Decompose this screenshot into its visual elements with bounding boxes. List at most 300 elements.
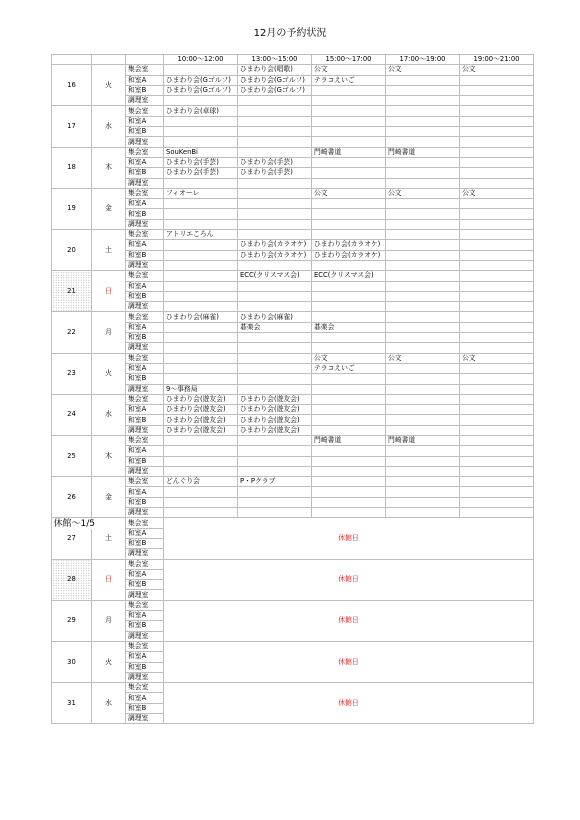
booking-cell xyxy=(386,116,460,126)
booking-cell xyxy=(312,487,386,497)
day-number: 28 xyxy=(52,559,92,600)
schedule-row xyxy=(52,559,534,569)
booking-cell xyxy=(386,456,460,466)
room-name: 集会室 xyxy=(126,271,164,281)
closed-day-label: 休館日 xyxy=(164,559,534,600)
schedule-row xyxy=(52,683,534,693)
booking-cell xyxy=(386,405,460,415)
booking-cell xyxy=(238,363,312,373)
booking-cell xyxy=(238,106,312,116)
schedule-row xyxy=(52,65,534,75)
header-row xyxy=(52,55,534,65)
booking-cell xyxy=(312,281,386,291)
booking-cell xyxy=(460,312,534,322)
booking-cell: テラコえいご xyxy=(312,75,386,85)
booking-cell xyxy=(164,199,238,209)
room-name: 和室A xyxy=(126,281,164,291)
booking-cell xyxy=(460,199,534,209)
booking-cell xyxy=(164,250,238,260)
booking-cell xyxy=(238,219,312,229)
booking-cell: ECC(クリスマス会) xyxy=(238,271,312,281)
room-name: 調理室 xyxy=(126,96,164,106)
day-number: 16 xyxy=(52,65,92,106)
room-name: 和室A xyxy=(126,611,164,621)
slot-header: 15:00〜17:00 xyxy=(312,55,386,65)
room-name: 集会室 xyxy=(126,683,164,693)
booking-cell xyxy=(460,137,534,147)
booking-cell xyxy=(460,230,534,240)
booking-cell: ひまわり会(遊友会) xyxy=(238,425,312,435)
booking-cell xyxy=(312,230,386,240)
booking-cell xyxy=(460,178,534,188)
booking-cell: ひまわり会(遊友会) xyxy=(238,405,312,415)
booking-cell: ひまわり会(遊友会) xyxy=(164,415,238,425)
day-of-week: 火 xyxy=(92,65,126,106)
header-blank-cell xyxy=(126,55,164,65)
booking-cell: ひまわり会(カラオケ) xyxy=(238,240,312,250)
booking-cell xyxy=(238,116,312,126)
booking-cell xyxy=(386,425,460,435)
booking-cell xyxy=(164,497,238,507)
booking-cell xyxy=(386,477,460,487)
booking-cell xyxy=(460,333,534,343)
day-number: 21 xyxy=(52,271,92,312)
booking-cell xyxy=(460,168,534,178)
booking-cell xyxy=(312,394,386,404)
room-name: 和室B xyxy=(126,580,164,590)
booking-cell xyxy=(460,116,534,126)
booking-cell xyxy=(386,271,460,281)
booking-cell xyxy=(460,147,534,157)
room-name: 集会室 xyxy=(126,641,164,651)
booking-cell xyxy=(386,157,460,167)
room-name: 和室A xyxy=(126,240,164,250)
day-number: 31 xyxy=(52,683,92,724)
booking-cell xyxy=(386,312,460,322)
room-name: 和室B xyxy=(126,333,164,343)
booking-cell xyxy=(460,343,534,353)
booking-cell xyxy=(164,487,238,497)
day-number: 29 xyxy=(52,600,92,641)
booking-cell: SouKenBi xyxy=(164,147,238,157)
room-name: 集会室 xyxy=(126,188,164,198)
booking-cell xyxy=(312,157,386,167)
booking-cell xyxy=(460,106,534,116)
room-name: 和室B xyxy=(126,456,164,466)
booking-cell: アトリエころん xyxy=(164,230,238,240)
booking-cell xyxy=(460,85,534,95)
booking-cell: どんぐり会 xyxy=(164,477,238,487)
room-name: 和室B xyxy=(126,415,164,425)
schedule-row xyxy=(52,353,534,363)
day-of-week: 水 xyxy=(92,683,126,724)
booking-cell xyxy=(312,219,386,229)
booking-cell xyxy=(386,199,460,209)
booking-cell xyxy=(238,446,312,456)
booking-cell xyxy=(238,487,312,497)
booking-cell xyxy=(312,446,386,456)
booking-cell: P・Pクラブ xyxy=(238,477,312,487)
booking-cell: ひまわり会(遊友会) xyxy=(238,394,312,404)
day-of-week: 木 xyxy=(92,435,126,476)
booking-cell xyxy=(386,394,460,404)
booking-cell xyxy=(164,374,238,384)
room-name: 調理室 xyxy=(126,178,164,188)
day-of-week: 土 xyxy=(92,518,126,559)
booking-cell xyxy=(460,497,534,507)
room-name: 和室A xyxy=(126,116,164,126)
room-name: 和室B xyxy=(126,662,164,672)
booking-cell xyxy=(312,508,386,518)
room-name: 和室B xyxy=(126,497,164,507)
booking-cell xyxy=(386,446,460,456)
booking-cell xyxy=(312,168,386,178)
day-number: 19 xyxy=(52,188,92,229)
booking-cell: ひまわり会(Gゴルフ) xyxy=(238,75,312,85)
day-of-week: 水 xyxy=(92,394,126,435)
booking-cell: ひまわり会(唱歌) xyxy=(238,65,312,75)
booking-cell xyxy=(460,96,534,106)
room-name: 和室A xyxy=(126,487,164,497)
booking-cell xyxy=(386,137,460,147)
room-name: 和室A xyxy=(126,528,164,538)
schedule-row xyxy=(52,641,534,651)
room-name: 調理室 xyxy=(126,672,164,682)
booking-cell xyxy=(386,281,460,291)
booking-cell xyxy=(460,508,534,518)
booking-cell: 公文 xyxy=(460,353,534,363)
booking-cell xyxy=(460,466,534,476)
room-name: 調理室 xyxy=(126,590,164,600)
booking-cell xyxy=(460,477,534,487)
booking-cell xyxy=(238,127,312,137)
day-of-week: 土 xyxy=(92,230,126,271)
room-name: 和室A xyxy=(126,405,164,415)
day-number: 24 xyxy=(52,394,92,435)
day-of-week: 水 xyxy=(92,106,126,147)
booking-cell: ひまわり会(遊友会) xyxy=(238,415,312,425)
room-name: 和室B xyxy=(126,291,164,301)
booking-cell: 公文 xyxy=(386,353,460,363)
room-name: 調理室 xyxy=(126,508,164,518)
booking-cell xyxy=(312,291,386,301)
day-number: 27 xyxy=(52,518,92,559)
booking-cell: 碁楽会 xyxy=(238,322,312,332)
booking-cell: 公文 xyxy=(386,188,460,198)
closed-day-label: 休館日 xyxy=(164,683,534,724)
room-name: 調理室 xyxy=(126,549,164,559)
room-name: 和室A xyxy=(126,569,164,579)
room-name: 集会室 xyxy=(126,230,164,240)
schedule-row xyxy=(52,435,534,445)
booking-cell xyxy=(460,394,534,404)
booking-cell xyxy=(460,456,534,466)
room-name: 和室A xyxy=(126,652,164,662)
booking-cell xyxy=(312,127,386,137)
booking-cell xyxy=(386,508,460,518)
booking-cell xyxy=(312,85,386,95)
booking-cell xyxy=(386,374,460,384)
booking-cell xyxy=(460,374,534,384)
room-name: 集会室 xyxy=(126,312,164,322)
booking-cell xyxy=(238,353,312,363)
booking-cell xyxy=(164,302,238,312)
room-name: 和室B xyxy=(126,168,164,178)
booking-cell: ひまわり会(麻雀) xyxy=(164,312,238,322)
booking-cell: 公文 xyxy=(312,188,386,198)
reservation-table xyxy=(51,54,534,724)
booking-cell xyxy=(460,75,534,85)
booking-cell: ひまわり会(Gゴルフ) xyxy=(238,85,312,95)
room-name: 和室A xyxy=(126,157,164,167)
booking-cell xyxy=(312,497,386,507)
booking-cell xyxy=(460,384,534,394)
room-name: 和室A xyxy=(126,322,164,332)
booking-cell xyxy=(460,487,534,497)
booking-cell xyxy=(312,96,386,106)
schedule-row xyxy=(52,477,534,487)
room-name: 集会室 xyxy=(126,600,164,610)
day-of-week: 木 xyxy=(92,147,126,188)
schedule-row xyxy=(52,106,534,116)
booking-cell: ひまわり会(カラオケ) xyxy=(238,250,312,260)
day-of-week: 火 xyxy=(92,641,126,682)
booking-cell xyxy=(164,363,238,373)
booking-cell xyxy=(164,322,238,332)
room-name: 和室A xyxy=(126,693,164,703)
booking-cell xyxy=(386,363,460,373)
booking-cell: ひまわり会(遊友会) xyxy=(164,425,238,435)
room-name: 集会室 xyxy=(126,147,164,157)
day-of-week: 金 xyxy=(92,188,126,229)
day-of-week: 月 xyxy=(92,312,126,353)
booking-cell xyxy=(460,322,534,332)
booking-cell xyxy=(164,219,238,229)
schedule-row xyxy=(52,518,534,528)
booking-cell xyxy=(164,240,238,250)
booking-cell xyxy=(238,199,312,209)
booking-cell: ひまわり会(手芸) xyxy=(164,157,238,167)
schedule-row xyxy=(52,600,534,610)
booking-cell xyxy=(312,312,386,322)
day-of-week: 金 xyxy=(92,477,126,518)
booking-cell xyxy=(460,415,534,425)
booking-cell xyxy=(460,405,534,415)
room-name: 集会室 xyxy=(126,518,164,528)
booking-cell: 9〜事務局 xyxy=(164,384,238,394)
booking-cell xyxy=(164,65,238,75)
booking-cell xyxy=(460,157,534,167)
booking-cell: 碁楽会 xyxy=(312,322,386,332)
room-name: 調理室 xyxy=(126,466,164,476)
booking-cell xyxy=(164,209,238,219)
booking-cell xyxy=(460,446,534,456)
booking-cell: ひまわり会(麻雀) xyxy=(238,312,312,322)
booking-cell xyxy=(164,333,238,343)
closed-day-label: 休館日 xyxy=(164,600,534,641)
booking-cell xyxy=(460,127,534,137)
room-name: 和室B xyxy=(126,703,164,713)
booking-cell: 公文 xyxy=(460,65,534,75)
booking-cell xyxy=(386,333,460,343)
booking-cell xyxy=(312,106,386,116)
booking-cell: 公文 xyxy=(312,65,386,75)
day-number: 26 xyxy=(52,477,92,518)
room-name: 和室A xyxy=(126,363,164,373)
booking-cell: 公文 xyxy=(460,188,534,198)
room-name: 和室B xyxy=(126,85,164,95)
booking-cell xyxy=(460,302,534,312)
booking-cell: ひまわり会(手芸) xyxy=(238,168,312,178)
booking-cell xyxy=(312,116,386,126)
booking-cell xyxy=(164,456,238,466)
room-name: 和室A xyxy=(126,75,164,85)
booking-cell: 門崎書道 xyxy=(386,435,460,445)
day-number: 22 xyxy=(52,312,92,353)
day-of-week: 月 xyxy=(92,600,126,641)
booking-cell xyxy=(312,260,386,270)
room-name: 調理室 xyxy=(126,425,164,435)
booking-cell xyxy=(386,487,460,497)
booking-cell xyxy=(238,291,312,301)
booking-cell xyxy=(312,178,386,188)
booking-cell xyxy=(386,75,460,85)
booking-cell xyxy=(460,240,534,250)
booking-cell xyxy=(386,466,460,476)
booking-cell xyxy=(238,456,312,466)
booking-cell xyxy=(460,271,534,281)
day-number: 30 xyxy=(52,641,92,682)
room-name: 集会室 xyxy=(126,106,164,116)
day-of-week: 日 xyxy=(92,559,126,600)
booking-cell xyxy=(312,415,386,425)
booking-cell xyxy=(164,446,238,456)
room-name: 集会室 xyxy=(126,435,164,445)
room-name: 和室B xyxy=(126,127,164,137)
booking-cell xyxy=(312,343,386,353)
booking-cell xyxy=(386,302,460,312)
booking-cell xyxy=(386,219,460,229)
room-name: 調理室 xyxy=(126,631,164,641)
slot-header: 10:00〜12:00 xyxy=(164,55,238,65)
booking-cell xyxy=(386,85,460,95)
booking-cell: ひまわり会(手芸) xyxy=(238,157,312,167)
booking-cell xyxy=(312,477,386,487)
booking-cell xyxy=(386,260,460,270)
room-name: 和室B xyxy=(126,374,164,384)
booking-cell xyxy=(312,384,386,394)
booking-cell xyxy=(238,178,312,188)
booking-cell: ひまわり会(カラオケ) xyxy=(312,250,386,260)
booking-cell xyxy=(238,508,312,518)
room-name: 集会室 xyxy=(126,477,164,487)
booking-cell: ECC(クリスマス会) xyxy=(312,271,386,281)
booking-cell xyxy=(312,405,386,415)
booking-cell xyxy=(460,291,534,301)
header-blank-cell xyxy=(92,55,126,65)
room-name: 和室A xyxy=(126,199,164,209)
booking-cell xyxy=(164,353,238,363)
day-of-week: 火 xyxy=(92,353,126,394)
closed-day-label: 休館日 xyxy=(164,518,534,559)
booking-cell xyxy=(238,230,312,240)
booking-cell: ひまわり会(手芸) xyxy=(164,168,238,178)
day-number: 25 xyxy=(52,435,92,476)
booking-cell xyxy=(386,240,460,250)
closure-note: 休館〜1/5 xyxy=(53,518,95,529)
booking-cell xyxy=(460,425,534,435)
slot-header: 19:00〜21:00 xyxy=(460,55,534,65)
booking-cell: 門崎書道 xyxy=(386,147,460,157)
booking-cell: フィオーレ xyxy=(164,188,238,198)
booking-cell xyxy=(238,435,312,445)
booking-cell xyxy=(312,374,386,384)
booking-cell xyxy=(164,466,238,476)
booking-cell xyxy=(164,435,238,445)
room-name: 和室B xyxy=(126,209,164,219)
booking-cell xyxy=(386,106,460,116)
booking-cell xyxy=(238,260,312,270)
booking-cell xyxy=(460,435,534,445)
booking-cell xyxy=(386,96,460,106)
booking-cell xyxy=(238,96,312,106)
booking-cell xyxy=(164,260,238,270)
booking-cell xyxy=(460,260,534,270)
header-blank-cell xyxy=(52,55,92,65)
booking-cell xyxy=(460,219,534,229)
booking-cell xyxy=(164,343,238,353)
room-name: 和室B xyxy=(126,250,164,260)
day-number: 17 xyxy=(52,106,92,147)
booking-cell: 公文 xyxy=(386,65,460,75)
room-name: 調理室 xyxy=(126,343,164,353)
room-name: 集会室 xyxy=(126,65,164,75)
room-name: 調理室 xyxy=(126,714,164,724)
booking-cell xyxy=(238,374,312,384)
booking-cell xyxy=(238,147,312,157)
booking-cell xyxy=(164,137,238,147)
schedule-row xyxy=(52,312,534,322)
booking-cell xyxy=(238,188,312,198)
booking-cell xyxy=(312,199,386,209)
booking-cell xyxy=(312,333,386,343)
room-name: 集会室 xyxy=(126,559,164,569)
day-number: 20 xyxy=(52,230,92,271)
schedule-row xyxy=(52,230,534,240)
booking-cell xyxy=(386,250,460,260)
room-name: 調理室 xyxy=(126,137,164,147)
booking-cell xyxy=(386,291,460,301)
room-name: 集会室 xyxy=(126,394,164,404)
booking-cell xyxy=(164,508,238,518)
booking-cell xyxy=(386,178,460,188)
booking-cell: 公文 xyxy=(312,353,386,363)
booking-cell xyxy=(238,497,312,507)
booking-cell xyxy=(238,281,312,291)
booking-cell xyxy=(164,178,238,188)
booking-cell xyxy=(312,302,386,312)
day-of-week: 日 xyxy=(92,271,126,312)
booking-cell xyxy=(312,456,386,466)
booking-cell xyxy=(386,322,460,332)
schedule-row xyxy=(52,394,534,404)
booking-cell: ひまわり会(遊友会) xyxy=(164,394,238,404)
booking-cell xyxy=(460,281,534,291)
booking-cell xyxy=(238,343,312,353)
room-name: 和室B xyxy=(126,621,164,631)
booking-cell xyxy=(164,96,238,106)
day-number: 23 xyxy=(52,353,92,394)
